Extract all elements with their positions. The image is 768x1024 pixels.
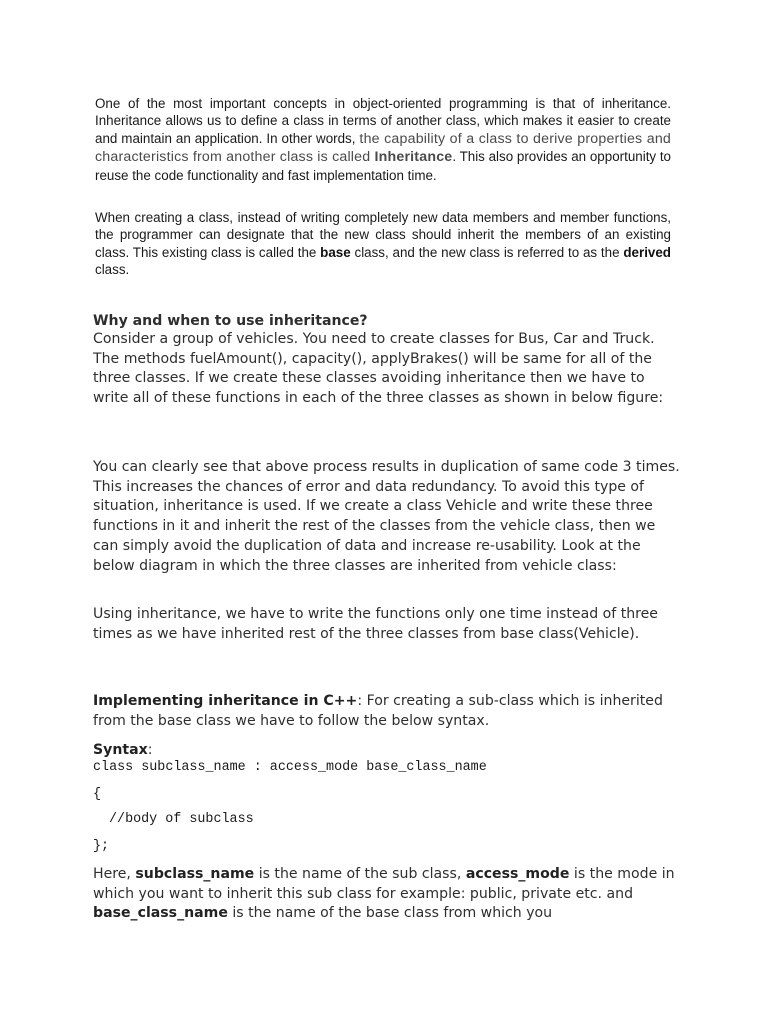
derived-term: derived (623, 244, 671, 260)
intro-p2-text-3: class. (95, 262, 130, 278)
here-paragraph (93, 865, 683, 924)
syntax-label (93, 741, 683, 761)
inheritance-term: Inheritance (374, 149, 453, 166)
code-line-open-brace: { (93, 787, 102, 802)
here-text-3: is the mode in which you want to inherit this sub class for example: public, private etc. and (93, 866, 675, 902)
intro-paragraph-1 (95, 95, 671, 184)
implementing-text: : For creating a sub-class which is inherited from the base class we have to follow the below syntax. (93, 693, 663, 729)
implementing-paragraph (93, 692, 683, 731)
using-inheritance-paragraph: Using inheritance, we have to write the functions only one time instead of three times as we have inherited rest of the three classes from base class(Vehicle). (93, 606, 658, 642)
intro-paragraph-2 (95, 209, 671, 279)
intro-p2-text-2: class, and the new class is referred to as the (350, 244, 624, 260)
here-text-4: is the name of the base class from which you (227, 905, 553, 922)
access-mode-term: access_mode (465, 866, 570, 882)
why-paragraph: Consider a group of vehicles. You need to create classes for Bus, Car and Truck. The methods fuelAmount(), capacity(), applyBrakes() will be same for all of the three classes. If we create these classes avoiding inheritance then we have to write all of these functions in each of the three classes as shown in below figure: (93, 331, 664, 407)
base-class-name-term: base_class_name (93, 905, 228, 922)
intro-p2-text-1: When creating a class, instead of writing completely new data members and member functions, the programmer can designate that the new class should inherit the members of an existing class. This existing class is called the (95, 210, 671, 260)
code-line-comment: //body of subclass (109, 812, 254, 827)
code-line-class-declaration: class subclass_name : access_mode base_class_name (93, 760, 487, 775)
duplication-paragraph: You can clearly see that above process results in duplication of same code 3 times. This increases the chances of error and data redundancy. To avoid this type of situation, inheritance is used. If we create a class Vehicle and write these three functions in it and inherit the rest of the classes from the vehicle class, then we can simply avoid the duplication of data and increase re-usability. Look at the below diagram in which the three classes are inherited from vehicle class: (93, 459, 680, 574)
why-heading: Why and when to use inheritance? (93, 313, 368, 329)
syntax-label-colon: : (147, 742, 153, 758)
intro-p1-text-2: the capability of a class to derive properties and characteristics from another class is called (95, 130, 671, 166)
intro-p1-text-3: . This also provides an opportunity to reuse the code functionality and fast implementation time. (95, 149, 671, 183)
here-text-1: Here, (93, 866, 136, 882)
base-term: base (320, 244, 351, 260)
code-line-close-brace: }; (93, 839, 110, 854)
syntax-label-text: Syntax (93, 742, 148, 758)
intro-p1-text-1: One of the most important concepts in object-oriented programming is that of inheritance. Inheritance allows us to define a class in terms of another class, which makes it easier to create and maintain an application. In other words, (95, 96, 671, 146)
implementing-heading: Implementing inheritance in C++ (93, 693, 358, 709)
subclass-name-term: subclass_name (135, 866, 255, 882)
here-text-2: is the name of the sub class, (254, 866, 466, 882)
